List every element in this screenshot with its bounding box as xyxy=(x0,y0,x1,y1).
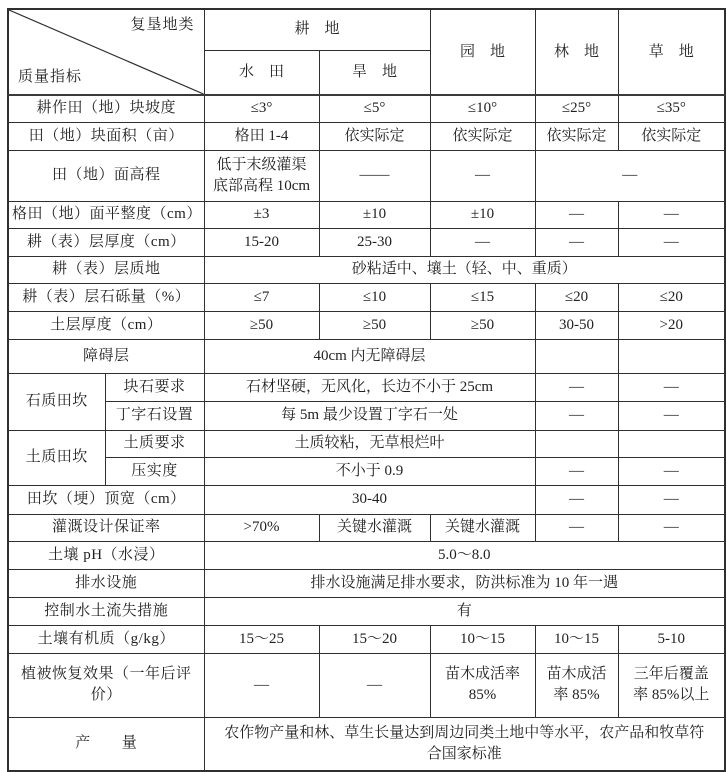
header-row-1 xyxy=(8,9,725,50)
value-cell: ≤35° xyxy=(618,95,725,122)
table-row xyxy=(8,311,725,339)
row-label-yield: 产 量 xyxy=(8,717,204,771)
value-cell: 30-50 xyxy=(535,311,618,339)
col-header-grass-land: 草 地 xyxy=(618,9,725,95)
value-cell: — xyxy=(535,373,618,401)
value-cell: 30-40 xyxy=(204,485,535,514)
value-cell xyxy=(535,430,618,457)
value-cell: 土质较粘，无草根烂叶 xyxy=(204,430,535,457)
value-cell: — xyxy=(618,485,725,514)
value-cell: 排水设施满足排水要求，防洪标准为 10 年一遇 xyxy=(204,569,725,597)
col-header-paddy-field: 水 田 xyxy=(204,50,319,95)
value-cell: ±10 xyxy=(430,201,535,228)
value-cell: 40cm 内无障碍层 xyxy=(204,339,535,373)
table-row xyxy=(8,150,725,201)
value-cell: 5.0～8.0 xyxy=(204,541,725,569)
table-row xyxy=(8,283,725,311)
corner-label-indicator: 质量指标 xyxy=(18,69,83,85)
value-cell: 关键水灌溉 xyxy=(430,514,535,541)
value-cell: ≤10 xyxy=(319,283,430,311)
value-cell: >20 xyxy=(618,311,725,339)
value-cell: 苗木成活 率 85% xyxy=(535,653,618,717)
value-cell: 15～20 xyxy=(319,625,430,653)
table-row xyxy=(8,201,725,228)
value-cell: — xyxy=(535,514,618,541)
table-row xyxy=(8,541,725,569)
row-label-surface-flatness: 格田（地）面平整度（cm） xyxy=(8,201,204,228)
col-header-dry-land: 旱 地 xyxy=(319,50,430,95)
table-row xyxy=(8,256,725,283)
value-cell: — xyxy=(618,401,725,430)
value-cell: 每 5m 最少设置丁字石一处 xyxy=(204,401,535,430)
table-row xyxy=(8,457,725,485)
value-cell xyxy=(618,430,725,457)
value-cell: — xyxy=(535,401,618,430)
table-row xyxy=(8,228,725,256)
value-cell: ≤15 xyxy=(430,283,535,311)
table-row xyxy=(8,430,725,457)
row-label-t-stone: 丁字石设置 xyxy=(105,401,204,430)
row-label-drainage-facility: 排水设施 xyxy=(8,569,204,597)
col-header-cultivated-land: 耕 地 xyxy=(204,9,430,50)
value-cell: — xyxy=(319,653,430,717)
value-cell: 不小于 0.9 xyxy=(204,457,535,485)
value-cell: 格田 1-4 xyxy=(204,122,319,150)
table-row xyxy=(8,95,725,122)
value-cell: 有 xyxy=(204,597,725,625)
value-cell: 三年后覆盖 率 85%以上 xyxy=(618,653,725,717)
value-cell: — xyxy=(204,653,319,717)
value-cell: 10～15 xyxy=(535,625,618,653)
value-cell: — xyxy=(618,201,725,228)
corner-label-land-type: 复垦地类 xyxy=(130,17,195,33)
value-cell: — xyxy=(535,150,725,201)
value-cell: ±10 xyxy=(319,201,430,228)
row-label-irrigation-guarantee: 灌溉设计保证率 xyxy=(8,514,204,541)
reclamation-quality-table xyxy=(7,8,726,772)
value-cell: ≤20 xyxy=(535,283,618,311)
col-header-garden-land: 园 地 xyxy=(430,9,535,95)
row-label-surface-elevation: 田（地）面高程 xyxy=(8,150,204,201)
value-cell: ≥50 xyxy=(430,311,535,339)
value-cell: — xyxy=(618,373,725,401)
group-label-stone-ridge: 石质田坎 xyxy=(8,373,105,430)
value-cell: ≥50 xyxy=(319,311,430,339)
table-row xyxy=(8,401,725,430)
value-cell: ≤3° xyxy=(204,95,319,122)
value-cell: — xyxy=(535,228,618,256)
value-cell: ≤5° xyxy=(319,95,430,122)
table-row xyxy=(8,717,725,771)
value-cell: ≥50 xyxy=(204,311,319,339)
table-row xyxy=(8,625,725,653)
row-label-revegetation-effect: 植被恢复效果（一年后评 价） xyxy=(8,653,204,717)
value-cell: 农作物产量和林、草生长量达到周边同类土地中等水平，农产品和牧草符 合国家标准 xyxy=(204,717,725,771)
row-label-organic-matter: 土壤有机质（g/kg） xyxy=(8,625,204,653)
row-label-erosion-control: 控制水土流失措施 xyxy=(8,597,204,625)
value-cell: >70% xyxy=(204,514,319,541)
value-cell: 依实际定 xyxy=(319,122,430,150)
value-cell: 依实际定 xyxy=(535,122,618,150)
row-label-topsoil-texture: 耕（表）层质地 xyxy=(8,256,204,283)
row-label-gravel-content: 耕（表）层石砾量（%） xyxy=(8,283,204,311)
table-row xyxy=(8,373,725,401)
value-cell: 关键水灌溉 xyxy=(319,514,430,541)
value-cell: 15-20 xyxy=(204,228,319,256)
value-cell: 低于末级灌渠 底部高程 10cm xyxy=(204,150,319,201)
value-cell: — xyxy=(618,514,725,541)
row-label-soil-layer-depth: 土层厚度（cm） xyxy=(8,311,204,339)
table-row xyxy=(8,514,725,541)
value-cell: 25-30 xyxy=(319,228,430,256)
value-cell: 5-10 xyxy=(618,625,725,653)
value-cell: — xyxy=(618,457,725,485)
value-cell: — xyxy=(618,228,725,256)
value-cell: ≤7 xyxy=(204,283,319,311)
value-cell: 15～25 xyxy=(204,625,319,653)
value-cell: 石材坚硬，无风化，长边不小于 25cm xyxy=(204,373,535,401)
value-cell: ±3 xyxy=(204,201,319,228)
table-row xyxy=(8,122,725,150)
table-row xyxy=(8,339,725,373)
col-header-forest-land: 林 地 xyxy=(535,9,618,95)
value-cell: 依实际定 xyxy=(430,122,535,150)
row-label-compaction: 压实度 xyxy=(105,457,204,485)
value-cell: ≤25° xyxy=(535,95,618,122)
row-label-topsoil-thickness: 耕（表）层厚度（cm） xyxy=(8,228,204,256)
table-row xyxy=(8,597,725,625)
value-cell: —— xyxy=(319,150,430,201)
corner-header-cell xyxy=(8,9,204,95)
row-label-soil-requirement: 土质要求 xyxy=(105,430,204,457)
row-label-block-stone: 块石要求 xyxy=(105,373,204,401)
row-label-plot-area: 田（地）块面积（亩） xyxy=(8,122,204,150)
table-row xyxy=(8,485,725,514)
value-cell: — xyxy=(535,457,618,485)
value-cell xyxy=(618,339,725,373)
value-cell: — xyxy=(430,228,535,256)
table-row xyxy=(8,569,725,597)
value-cell: 依实际定 xyxy=(618,122,725,150)
table-row xyxy=(8,653,725,717)
value-cell: — xyxy=(535,485,618,514)
value-cell: 10～15 xyxy=(430,625,535,653)
value-cell: ≤10° xyxy=(430,95,535,122)
row-label-ridge-top-width: 田坎（埂）顶宽（cm） xyxy=(8,485,204,514)
row-label-barrier-layer: 障碍层 xyxy=(8,339,204,373)
value-cell: — xyxy=(430,150,535,201)
value-cell: 砂粘适中、壤土（轻、中、重质） xyxy=(204,256,725,283)
value-cell: ≤20 xyxy=(618,283,725,311)
value-cell xyxy=(535,339,618,373)
row-label-soil-ph: 土壤 pH（水浸） xyxy=(8,541,204,569)
value-cell: 苗木成活率 85% xyxy=(430,653,535,717)
value-cell: — xyxy=(535,201,618,228)
group-label-soil-ridge: 土质田坎 xyxy=(8,430,105,485)
row-label-slope: 耕作田（地）块坡度 xyxy=(8,95,204,122)
